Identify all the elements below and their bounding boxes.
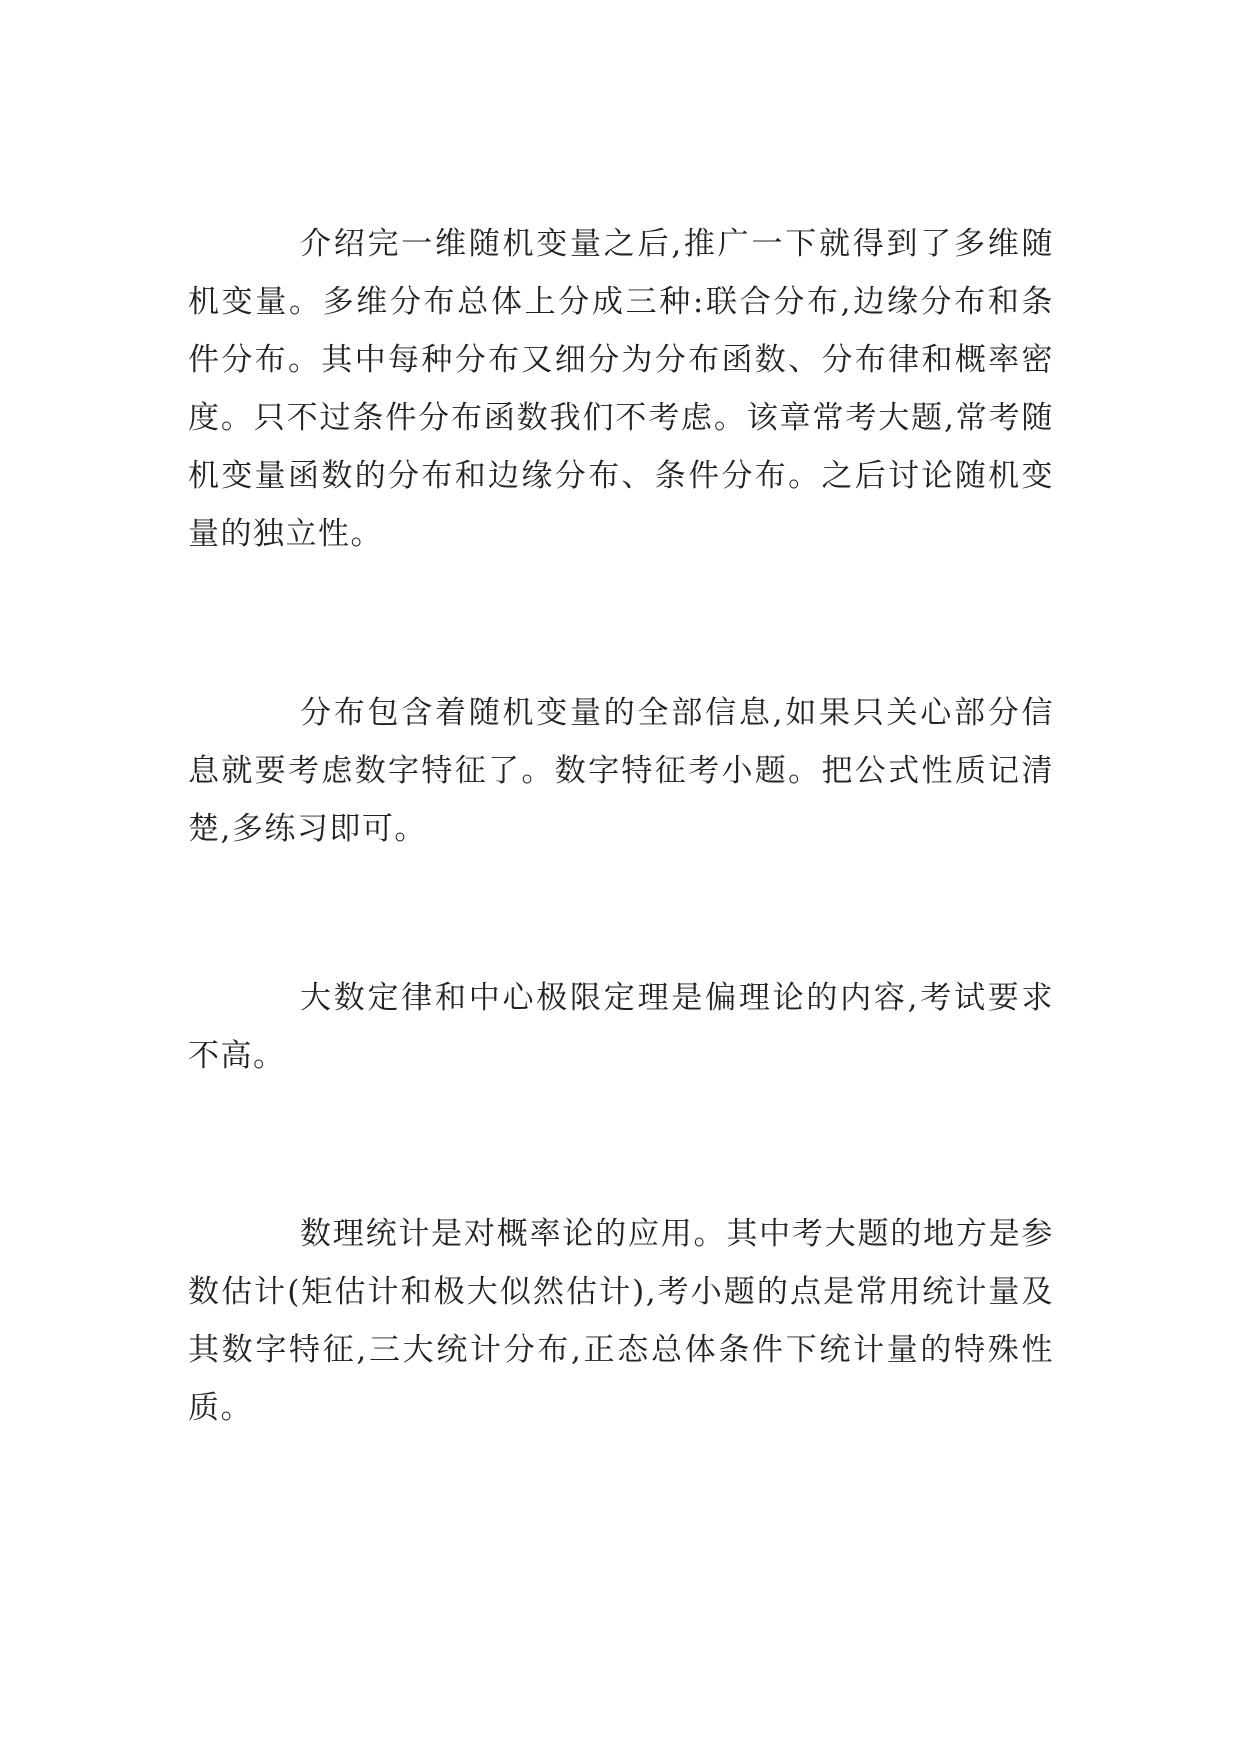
- paragraph-mathematical-statistics: 数理统计是对概率论的应用。其中考大题的地方是参数估计(矩估计和极大似然估计),考小题的点是常用统计量及其数字特征,三大统计分布,正态总体条件下统计量的特殊性质。: [188, 1216, 1054, 1426]
- paragraph-multidimensional-random-variables: 介绍完一维随机变量之后,推广一下就得到了多维随机变量。多维分布总体上分成三种:联合分布,边缘分布和条件分布。其中每种分布又细分为分布函数、分布律和概率密度。只不过条件分布函数我们不考虑。该章常考大题,常考随机变量函数的分布和边缘分布、条件分布。之后讨论随机变量的独立性。: [188, 226, 1054, 552]
- paragraph-law-of-large-numbers: 大数定律和中心极限定理是偏理论的内容,考试要求不高。: [188, 980, 1054, 1074]
- paragraph-numerical-characteristics: 分布包含着随机变量的全部信息,如果只关心部分信息就要考虑数字特征了。数字特征考小题。把公式性质记清楚,多练习即可。: [188, 695, 1054, 847]
